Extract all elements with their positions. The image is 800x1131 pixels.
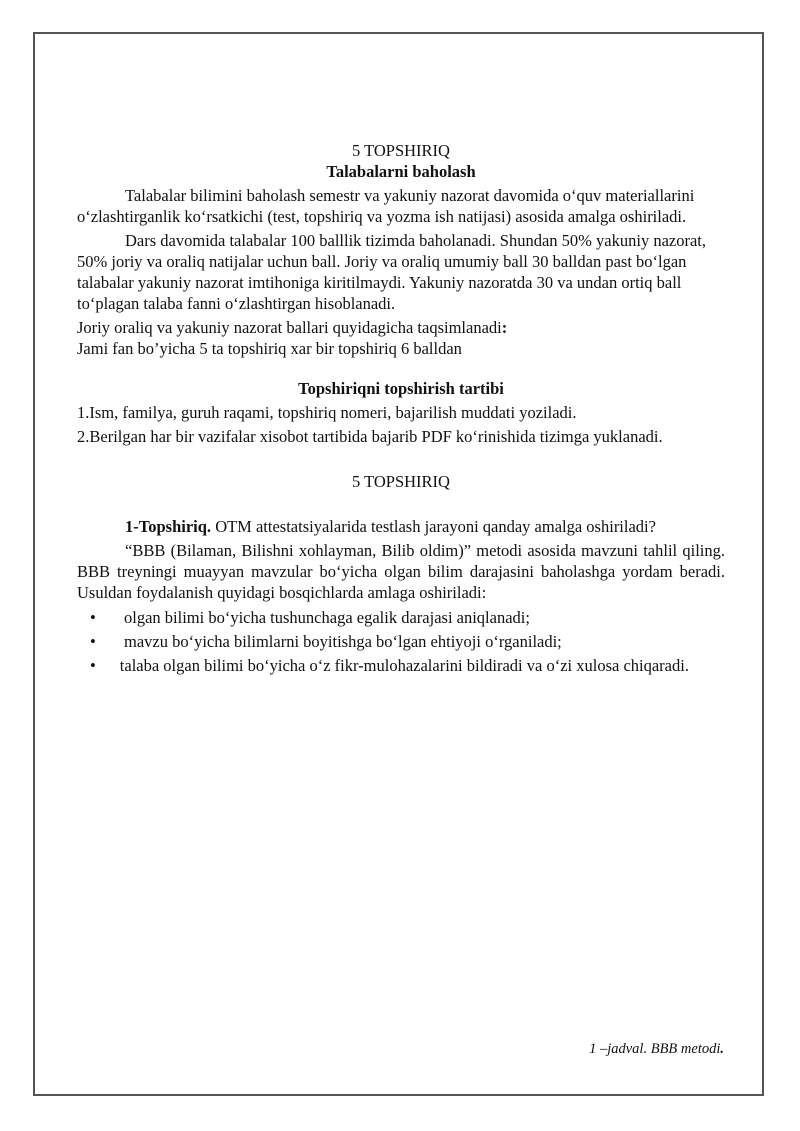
- assessment-paragraph-2: Dars davomida talabalar 100 balllik tizimda baholanadi. Shundan 50% yakuniy nazorat, 50% joriy va oraliq natijalar uchun ball. Joriy va oraliq umumiy ball 30 balldan past bo‘lgan talabalar yakuniy nazorat imtihoniga kiritilmaydi. Yakuniy nazoratda 30 va undan ortiq ball to‘plagan talaba fanni o‘zlashtirgan hisoblanadi.: [77, 231, 706, 313]
- bullet-icon: •: [90, 656, 96, 675]
- table-caption-text: 1 –jadval. BBB metodi: [589, 1041, 721, 1057]
- assessment-paragraph-1: Talabalar bilimini baholash semestr va yakuniy nazorat davomida o‘quv materiallarini o‘zlashtirganlik ko‘rsatkichi (test, topshiriq va yozma ish natijasi) asosida amalga oshiriladi.: [77, 186, 695, 226]
- submission-item-2: 2.Berilgan har bir vazifalar xisobot tartibida bajarib PDF ko‘rinishida tizimga yuklanadi.: [77, 427, 663, 446]
- list-item-text: mavzu bo‘yicha bilimlarni boyitishga bo‘lgan ehtiyoji o‘rganiladi;: [124, 632, 562, 651]
- task-heading: 5 TOPSHIRIQ: [352, 472, 450, 491]
- document-body: [77, 140, 725, 679]
- bullet-icon: •: [90, 608, 96, 627]
- task-label: 1-Topshiriq.: [125, 517, 212, 536]
- page-heading: 5 TOPSHIRIQ: [352, 141, 450, 160]
- task-bullet-list: [77, 607, 725, 676]
- submission-item-1: 1.Ism, familya, guruh raqami, topshiriq nomeri, bajarilish muddati yoziladi.: [77, 403, 577, 422]
- list-item-text: olgan bilimi bo‘yicha tushunchaga egalik darajasi aniqlanadi;: [124, 608, 530, 627]
- list-item: [77, 607, 725, 628]
- list-item: [77, 655, 725, 676]
- section-title-submission: Topshiriqni topshirish tartibi: [298, 379, 504, 398]
- section-title-assessment: Talabalarni baholash: [326, 162, 476, 181]
- list-item-text: talaba olgan bilimi bo‘yicha o‘z fikr-mulohazalarini bildiradi va o‘zi xulosa chiqaradi.: [119, 656, 689, 675]
- bullet-icon: •: [90, 632, 96, 651]
- assessment-paragraph-3-text: Joriy oraliq va yakuniy nazorat ballari quyidagicha taqsimlanadi: [77, 318, 502, 337]
- task-question: [77, 516, 725, 537]
- list-item: [77, 631, 725, 652]
- task-intro: “BBB (Bilaman, Bilishni xohlayman, Bilib oldim)” metodi asosida mavzuni tahlil qiling. BBB treyningi muayyan mavzular bo‘yicha olgan bilim darajasini baholashga yordam beradi. Usuldan foydalanish quyidagi bosqichlarda amlaga oshiriladi:: [77, 541, 725, 602]
- table-caption: [589, 1039, 724, 1060]
- task-question-text: OTM attestatsiyalarida testlash jarayoni qanday amalga oshiriladi?: [211, 517, 656, 536]
- assessment-paragraph-4: Jami fan bo’yicha 5 ta topshiriq xar bir topshiriq 6 balldan: [77, 339, 462, 358]
- assessment-paragraph-3-colon: :: [501, 318, 508, 337]
- table-caption-end: .: [720, 1041, 724, 1057]
- assessment-paragraph-3: [77, 317, 725, 338]
